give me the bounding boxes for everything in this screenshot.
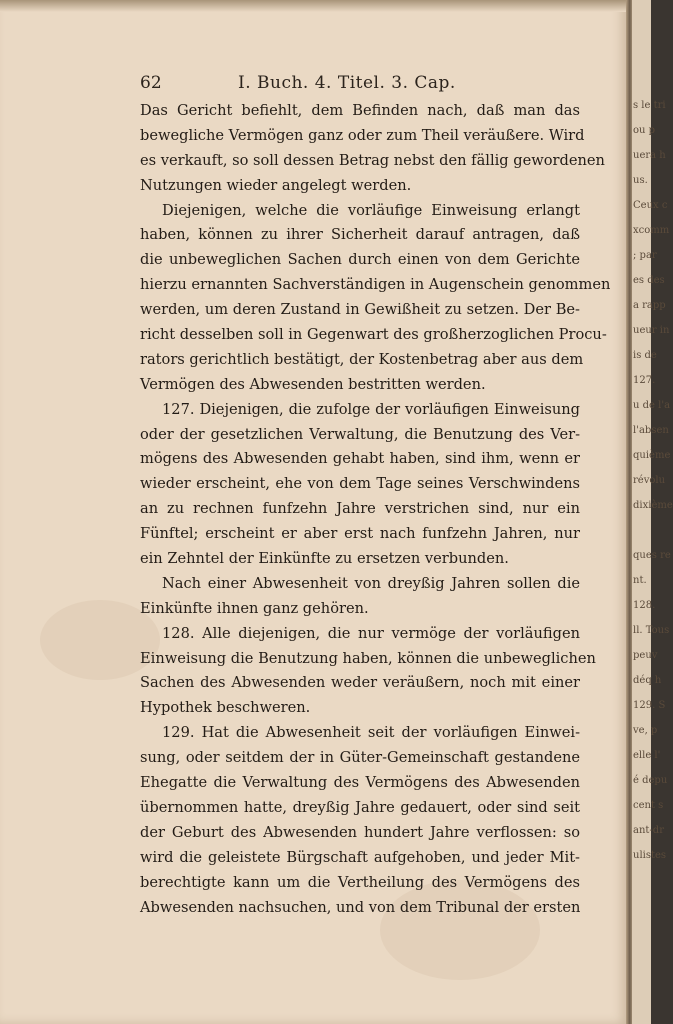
facing-page-fragment: l'absen xyxy=(633,425,669,436)
text-line: Das Gericht befiehlt, dem Befinden nach, daß man das xyxy=(140,102,580,119)
text-line: haben, können zu ihrer Sicherheit darauf antragen, daß xyxy=(140,226,580,244)
facing-page-fragment: révolu xyxy=(633,475,666,486)
text-line: bewegliche Vermögen ganz oder zum Theil veräußere. Wird xyxy=(140,126,585,144)
facing-page-fragment: ueur in xyxy=(633,325,670,336)
text-line: sung, oder seitdem der in Güter-Gemeinschaft gestandene xyxy=(140,749,580,767)
text-line: hierzu ernannten Sachverständigen in Augenschein genommen xyxy=(140,276,611,294)
text-line: berechtigte kann um die Vertheilung des Vermögens des xyxy=(140,873,580,891)
facing-page-fragment: u de l'a xyxy=(633,400,671,411)
facing-page-fragment: nt. xyxy=(633,575,647,586)
text-line: wird die geleistete Bürgschaft aufgehoben, und jeder Mit- xyxy=(140,848,580,866)
body-text xyxy=(140,99,611,920)
text-line: Nach einer Abwesenheit von dreyßig Jahren sollen die xyxy=(162,574,580,592)
text-line: Vermögen des Abwesenden bestritten werden. xyxy=(140,375,486,393)
running-header xyxy=(140,73,580,97)
text-line: oder der gesetzlichen Verwaltung, die Benutzung des Ver- xyxy=(140,425,580,443)
text-line: Hypothek beschweren. xyxy=(140,699,311,717)
running-head-title: I. Buch. 4. Titel. 3. Cap. xyxy=(238,73,456,93)
text-line: Nutzungen wieder angelegt werden. xyxy=(140,176,412,194)
facing-page-fragment: 127. xyxy=(633,375,656,386)
facing-page-fragment: ll. Tous xyxy=(633,625,670,636)
page-top-edge xyxy=(0,0,628,12)
text-line: Fünftel; erscheint er aber erst nach funfzehn Jahren, nur xyxy=(140,525,580,543)
text-line: 129. Hat die Abwesenheit seit der vorläufigen Einwei- xyxy=(162,724,580,742)
facing-page-fragment: peuv xyxy=(633,650,658,661)
text-line: übernommen hatte, dreyßig Jahre gedauert, oder sind seit xyxy=(140,798,580,816)
facing-page-fragment: ques re xyxy=(633,550,671,561)
facing-page-fragment: a rapp xyxy=(633,300,666,311)
facing-page-fragment: 128. xyxy=(633,600,656,611)
facing-page-fragment: quième xyxy=(633,450,671,461)
facing-page-fragment: elle l' xyxy=(633,750,661,761)
facing-page-fragment: uera h xyxy=(633,150,666,161)
text-line: Einweisung die Benutzung haben, können die unbeweglichen xyxy=(140,649,596,667)
page-number: 62 xyxy=(140,73,162,93)
facing-page-fragment: ve, p xyxy=(633,725,658,736)
facing-page-fragment: ; par xyxy=(633,250,657,261)
text-line: ein Zehntel der Einkünfte zu ersetzen verbunden. xyxy=(140,550,509,568)
facing-page-fragment: ulistes xyxy=(633,850,667,861)
text-line: 127. Diejenigen, die zufolge der vorläufigen Einweisung xyxy=(162,400,580,418)
text-line: werden, um deren Zustand in Gewißheit zu setzen. Der Be- xyxy=(140,301,580,319)
facing-page-fragment: Ceux c xyxy=(633,200,668,211)
text-line: Ehegatte die Verwaltung des Vermögens des Abwesenden xyxy=(140,774,580,792)
facing-page-fragment: ant-dr xyxy=(633,825,664,836)
text-line: an zu rechnen funfzehn Jahre verstrichen sind, nur ein xyxy=(140,500,580,518)
text-line: Abwesenden nachsuchen, und von dem Tribunal der ersten xyxy=(140,898,581,916)
text-line: Einkünfte ihnen ganz gehören. xyxy=(140,599,369,617)
facing-page-fragment: ou p xyxy=(633,125,656,136)
text-line: rators gerichtlich bestätigt, der Kostenbetrag aber aus dem xyxy=(140,350,584,368)
text-line: richt desselben soll in Gegenwart des großherzoglichen Procu- xyxy=(140,326,607,344)
text-line: mögens des Abwesenden gehabt haben, sind ihm, wenn er xyxy=(140,450,580,468)
facing-page-fragment: s le tri xyxy=(633,100,666,111)
facing-page-fragment: 129. S xyxy=(633,700,666,711)
text-line: der Geburt des Abwesenden hundert Jahre verflossen: so xyxy=(140,823,580,841)
text-line: wieder erscheint, ehe von dem Tage seines Verschwindens xyxy=(140,475,580,493)
facing-page-fragment: é depu xyxy=(633,775,668,786)
facing-page-fragment: us. xyxy=(633,175,648,186)
facing-page-fragment: cent s xyxy=(633,800,664,811)
text-line: Sachen des Abwesenden weder veräußern, noch mit einer xyxy=(140,674,580,692)
facing-page-fragment: dixième xyxy=(633,500,673,511)
text-line: Diejenigen, welche die vorläufige Einweisung erlangt xyxy=(162,201,580,219)
text-line: es verkauft, so soll dessen Betrag nebst den fällig gewordenen xyxy=(140,151,605,169)
text-line: 128. Alle diejenigen, die nur vermöge der vorläufigen xyxy=(162,624,580,642)
facing-page-fragment: is de xyxy=(633,350,657,361)
facing-page-fragment: déq h xyxy=(633,675,662,686)
facing-page-edge xyxy=(632,0,673,1024)
text-line: die unbeweglichen Sachen durch einen von dem Gerichte xyxy=(140,251,580,269)
facing-page-fragment: xcomm xyxy=(633,225,670,236)
facing-page-fragment: es des xyxy=(633,275,665,286)
